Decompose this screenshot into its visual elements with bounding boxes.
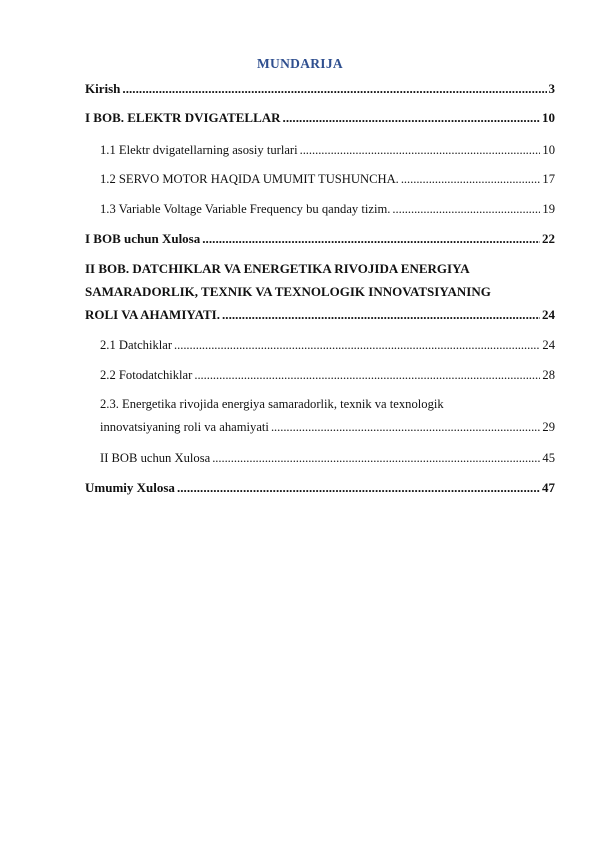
toc-entry-chapter-2[interactable] [85,306,555,324]
toc-page-number: 29 [542,420,555,434]
dot-leader [212,449,540,467]
toc-entry-chapter-1[interactable] [85,109,555,127]
toc-entry-chapter-2-summary[interactable] [100,449,555,467]
toc-entry-2-2[interactable] [100,366,555,384]
toc-page-number: 22 [542,231,555,246]
toc-entry-1-2[interactable] [100,170,555,188]
dot-leader [271,418,540,436]
toc-page-number: 45 [542,451,555,465]
toc-entry-text: 1.1 Elektr dvigatellarning asosiy turlari [100,143,298,157]
toc-entry-chapter-2-line-2: SAMARADORLIK, TEXNIK VA TEXNOLOGIK INNOVATSIYANING [85,284,491,299]
dot-leader [401,170,541,188]
toc-entry-2-3-line-1: 2.3. Energetika rivojida energiya samaradorlik, texnik va texnologik [100,397,444,411]
toc-entry-2-1[interactable] [100,336,555,354]
toc-page-number: 24 [542,307,555,322]
toc-entry-text: 2.2 Fotodatchiklar [100,368,193,382]
toc-entry-text: 1.3 Variable Voltage Variable Frequency bu qanday tizim. [100,202,391,216]
toc-page-number: 3 [548,81,555,96]
dot-leader [222,306,540,324]
toc-entry-kirish[interactable] [85,80,555,98]
dot-leader [202,230,540,248]
toc-title: MUNDARIJA [257,56,343,71]
toc-page-number: 24 [542,338,555,352]
dot-leader [177,479,540,497]
toc-entry-2-3[interactable] [100,418,555,436]
toc-page-number: 19 [542,202,555,216]
toc-page-number: 47 [542,480,555,495]
toc-entry-text: 1.2 SERVO MOTOR HAQIDA UMUMIT TUSHUNCHA. [100,172,399,186]
toc-entry-text: I BOB uchun Xulosa [85,231,201,246]
toc-page-number: 10 [542,110,555,125]
toc-page-number: 17 [542,172,555,186]
dot-leader [174,336,540,354]
toc-entry-text: II BOB uchun Xulosa [100,451,211,465]
toc-page-number: 28 [542,368,555,382]
toc-entry-1-3[interactable] [100,200,555,218]
dot-leader [300,141,541,159]
dot-leader [122,80,546,98]
dot-leader [283,109,540,127]
toc-entry-general-summary[interactable] [85,479,555,497]
toc-entry-text: I BOB. ELEKTR DVIGATELLAR [85,110,281,125]
toc-entry-chapter-1-summary[interactable] [85,230,555,248]
toc-entry-1-1[interactable] [100,141,555,159]
dot-leader [194,366,540,384]
toc-entry-text: Umumiy Xulosa [85,480,175,495]
toc-entry-text: Kirish [85,81,121,96]
toc-page-number: 10 [542,143,555,157]
toc-entry-chapter-2-line-1: II BOB. DATCHIKLAR VA ENERGETIKA RIVOJIDA ENERGIYA [85,261,470,276]
toc-entry-text: 2.1 Datchiklar [100,338,173,352]
toc-entry-text: innovatsiyaning roli va ahamiyati [100,420,269,434]
toc-entry-text: ROLI VA AHAMIYATI. [85,307,220,322]
dot-leader [392,200,540,218]
